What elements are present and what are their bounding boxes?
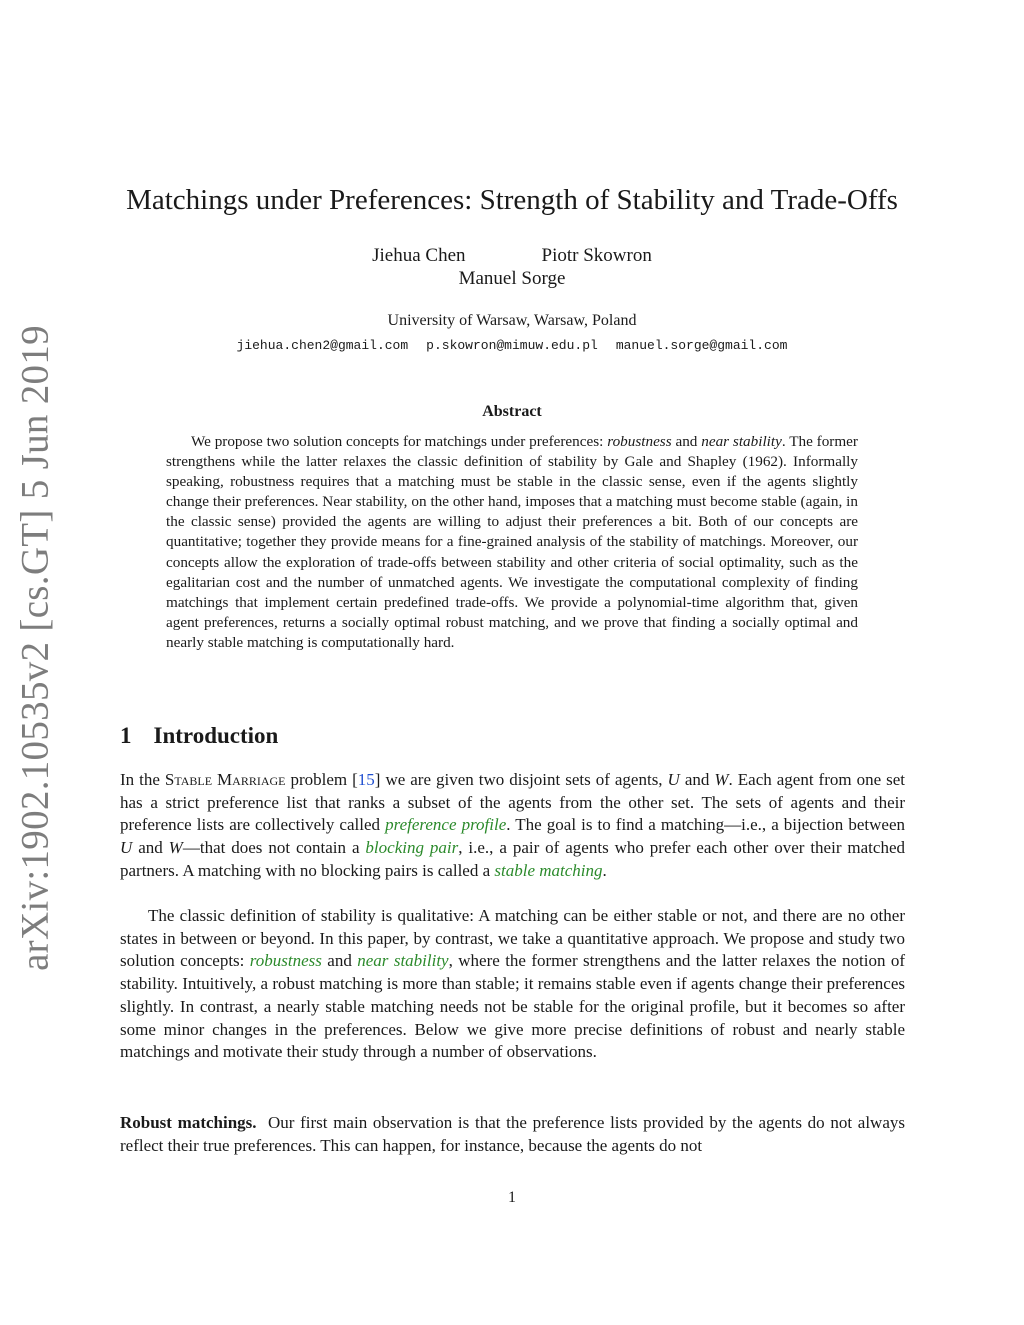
paragraph-text: ] we are given two disjoint sets of agents, [374, 770, 668, 789]
arxiv-identifier-stamp: arXiv:1902.10535v2 [cs.GT] 5 Jun 2019 [13, 325, 57, 971]
email-list [0, 338, 1024, 353]
abstract-text: . The former strengthens while the latter relaxes the classic definition of stability by Gale and Shapley (1962). Informally speaking, robustness requires that a matching must be stable in the classic sense, even if the agents slightly change their preferences. Near stability, on the other hand, imposes that a matching must become stable (again, in the classic sense) provided the agents are willing to adjust their preferences a bit. Both of our concepts are quantitative; together they provide means for a fine-grained analysis of the stability of matchings. Moreover, our concepts allow the exploration of trade-offs between stability and other criteria of social optimality, such as the egalitarian cost and the number of unmatched agents. We investigate the computational complexity of finding matchings that implement certain predefined trade-offs. We provide a polynomial-time algorithm that, given agent preferences, returns a socially optimal robust matching, and we prove that finding a socially optimal and nearly stable matching is computationally hard. [166, 433, 858, 651]
paragraph-heading: Robust matchings. [120, 1113, 257, 1132]
paragraph-text: problem [ [285, 770, 358, 789]
paragraph-text: —that does not contain a [182, 838, 366, 858]
authors-row [0, 245, 1024, 267]
paragraph-text: , i.e., a pair of agents who prefer each other over their matched partners. A matching with no blocking pairs is called a [120, 838, 905, 880]
definition-link[interactable]: near stability [357, 951, 449, 971]
paragraph-text: , where the former strengthens and the latter relaxes the notion of stability. Intuitively, a robust matching is more than stable; it remains stable even if agents change their preferences slightly. In contrast, a nearly stable matching needs not be stable for the original profile, but it becomes so after some minor changes in the preferences. Below we give more precise definitions of robust and nearly stable matchings and motivate their study through a number of observations. [120, 951, 906, 1062]
paragraph-text: The classic definition of stability is qualitative: A matching can be either stable or not, and there are no other states in between or beyond. In this paper, by contrast, we take a quantitative approach. We propose and study two solution concepts: [120, 906, 905, 971]
section-number: 1 [120, 723, 132, 748]
term-robustness: robustness [607, 433, 672, 450]
authors-row [0, 268, 1024, 290]
citation-link[interactable]: 15 [357, 770, 375, 789]
email-link[interactable]: manuel.sorge@gmail.com [615, 338, 788, 353]
section-heading [120, 723, 278, 749]
math-symbol: U [120, 838, 133, 858]
email-link[interactable]: jiehua.chen2@gmail.com [236, 338, 409, 353]
paragraph-text: and [679, 770, 715, 789]
author-name: Manuel Sorge [458, 268, 566, 289]
affiliation: University of Warsaw, Warsaw, Poland [387, 312, 637, 329]
intro-paragraph [120, 769, 905, 883]
email-link[interactable]: p.skowron@mimuw.edu.pl [426, 338, 598, 353]
paragraph-text: and [321, 951, 358, 971]
section-title: Introduction [153, 723, 279, 748]
term-near-stability: near stability [701, 433, 782, 450]
intro-paragraph [120, 1112, 910, 1157]
paragraph-text: and [132, 838, 169, 858]
problem-name: Stable Marriage [164, 770, 286, 789]
intro-paragraph [120, 905, 905, 1064]
math-symbol: U [667, 770, 680, 789]
abstract-heading: Abstract [482, 403, 542, 420]
page-number: 1 [508, 1189, 516, 1206]
author-name: Piotr Skowron [541, 245, 652, 266]
math-symbol: W [168, 838, 183, 858]
paragraph-text: . [602, 860, 607, 880]
paragraph-text: In the [120, 770, 165, 789]
paragraph-text: . The goal is to find a matching—i.e., a bijection between [506, 815, 905, 835]
paragraph-text: Our first main observation is that the preference lists provided by the agents do not always reflect their true preferences. This can happen, for instance, because the agents do not [120, 1113, 910, 1155]
paragraph-text: . Each agent from one set has a strict preference list that ranks a subset of the agents from the other set. The sets of agents and their preference lists are collectively called [120, 770, 905, 835]
definition-link[interactable]: blocking pair [365, 838, 459, 858]
paper-title: Matchings under Preferences: Strength of Stability and Trade-Offs [126, 184, 898, 216]
abstract-body [166, 432, 858, 653]
definition-link[interactable]: preference profile [385, 815, 507, 835]
definition-link[interactable]: robustness [249, 951, 322, 971]
author-name: Jiehua Chen [372, 245, 466, 266]
abstract-text: We propose two solution concepts for matchings under preferences: [191, 433, 608, 450]
abstract-text: and [671, 433, 702, 450]
definition-link[interactable]: stable matching [494, 860, 603, 880]
math-symbol: W [714, 770, 729, 789]
